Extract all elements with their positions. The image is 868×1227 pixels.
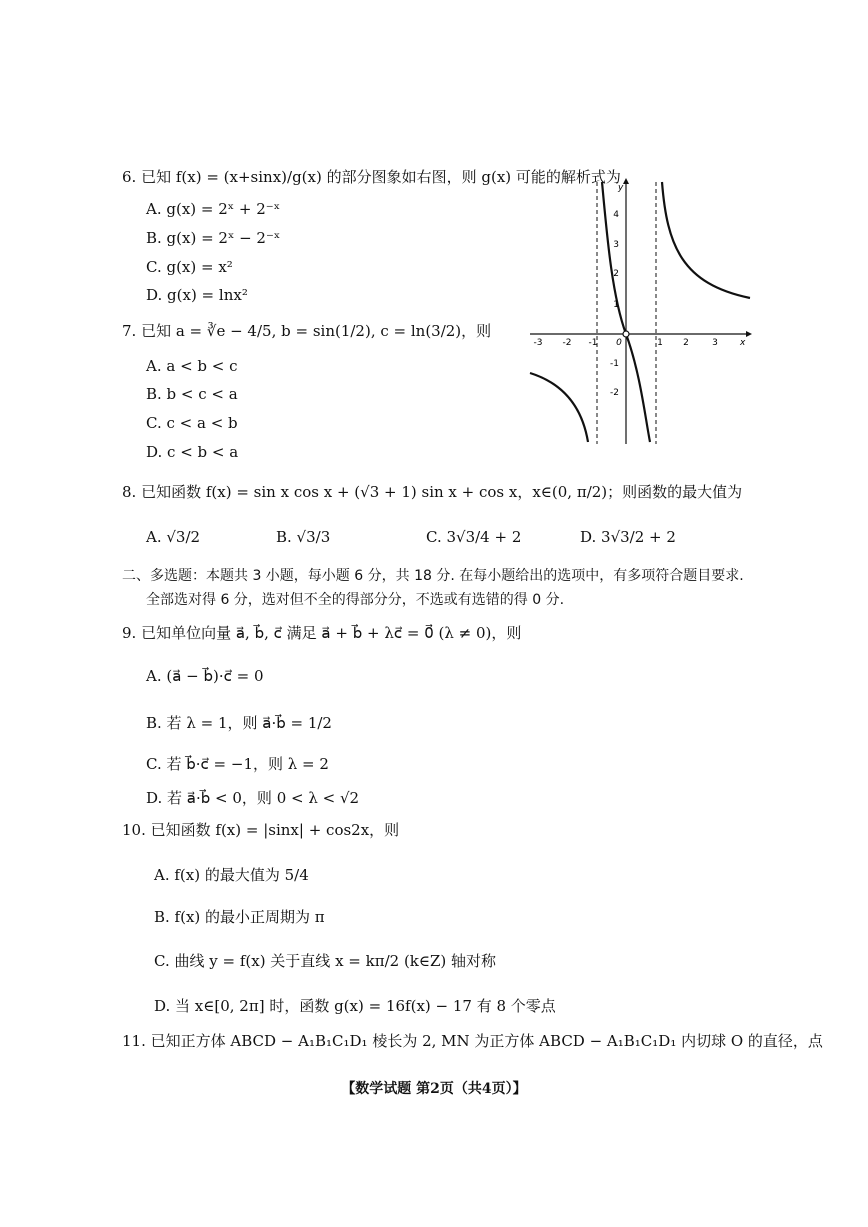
question-6-option-d: D. g(x) = lnx² [146,286,248,304]
question-10-option-c: C. 曲线 y = f(x) 关于直线 x = kπ/2 (k∈Z) 轴对称 [154,952,497,970]
question-9-option-a: A. (a⃗ − b⃗)·c⃗ = 0 [146,667,264,685]
y-tick-label: 3 [613,240,619,250]
question-8-option-b: B. √3/3 [276,528,331,546]
question-6-option-c: C. g(x) = x² [146,258,233,276]
question-7-option-b: B. b < c < a [146,385,238,403]
x-axis-arrow [746,331,752,337]
question-8-option-d: D. 3√3/2 + 2 [580,528,676,546]
y-tick-label: 4 [613,210,619,220]
question-10-option-a: A. f(x) 的最大值为 5/4 [154,866,309,884]
question-11-stem: 11. 已知正方体 ABCD − A₁B₁C₁D₁ 棱长为 2, MN 为正方体 ABCD − A₁B₁C₁D₁ 内切球 O 的直径，点 [122,1032,823,1050]
section-2-heading: 二、多选题：本题共 3 小题，每小题 6 分，共 18 分. 在每小题给出的选项中，有多项符合题目要求. [122,568,744,584]
question-8-stem: 8. 已知函数 f(x) = sin x cos x + (√3 + 1) sin x + cos x，x∈(0, π/2)；则函数的最大值为 [122,483,743,501]
origin-point [623,331,629,337]
y-tick-label: 1 [613,300,619,310]
question-10-option-d: D. 当 x∈[0, 2π] 时，函数 g(x) = 16f(x) − 17 有 8 个零点 [154,997,556,1015]
curve-left-branch [530,373,588,442]
x-tick-label: -1 [588,338,598,348]
question-10-option-b: B. f(x) 的最小正周期为 π [154,908,325,926]
x-tick-label: 3 [712,338,718,348]
x-axis-label: x [740,338,746,348]
question-6-stem: 6. 已知 f(x) = (x+sinx)/g(x) 的部分图象如右图，则 g(x) 可能的解析式为 [122,168,621,186]
question-7-option-d: D. c < b < a [146,443,239,461]
y-tick-label: -2 [610,388,619,398]
question-9-option-b: B. 若 λ = 1，则 a⃗·b⃗ = 1/2 [146,714,332,732]
page-footer: 【数学试题 第2页（共4页）】 [341,1081,527,1097]
y-axis-label: y [618,183,624,193]
question-7-stem: 7. 已知 a = ∛e − 4/5, b = sin(1/2), c = ln(3/2)，则 [122,322,492,340]
question-6-option-a: A. g(x) = 2ˣ + 2⁻ˣ [146,200,281,218]
x-tick-label: 1 [657,338,663,348]
question-9-option-d: D. 若 a⃗·b⃗ < 0，则 0 < λ < √2 [146,789,360,807]
question-7-option-a: A. a < b < c [146,357,238,375]
question-10-stem: 10. 已知函数 f(x) = |sinx| + cos2x，则 [122,821,400,839]
y-axis-arrow [623,178,629,184]
x-tick-label: -2 [562,338,572,348]
function-graph [522,176,752,446]
x-tick-label: 0 [616,338,622,348]
question-9-option-c: C. 若 b⃗·c⃗ = −1，则 λ = 2 [146,755,329,773]
curve-right-branch [662,182,750,298]
question-9-stem: 9. 已知单位向量 a⃗, b⃗, c⃗ 满足 a⃗ + b⃗ + λc⃗ = 0⃗ (λ ≠ 0)，则 [122,624,522,642]
question-8-option-a: A. √3/2 [146,528,201,546]
section-2-instructions: 全部选对得 6 分，选对但不全的得部分分，不选或有选错的得 0 分. [146,592,565,608]
x-tick-label: 2 [683,338,689,348]
question-8-option-c: C. 3√3/4 + 2 [426,528,522,546]
y-tick-label: -1 [610,359,619,369]
question-7-option-c: C. c < a < b [146,414,238,432]
y-tick-label: 2 [613,269,619,279]
question-6-option-b: B. g(x) = 2ˣ − 2⁻ˣ [146,229,281,247]
x-tick-label: -3 [533,338,543,348]
